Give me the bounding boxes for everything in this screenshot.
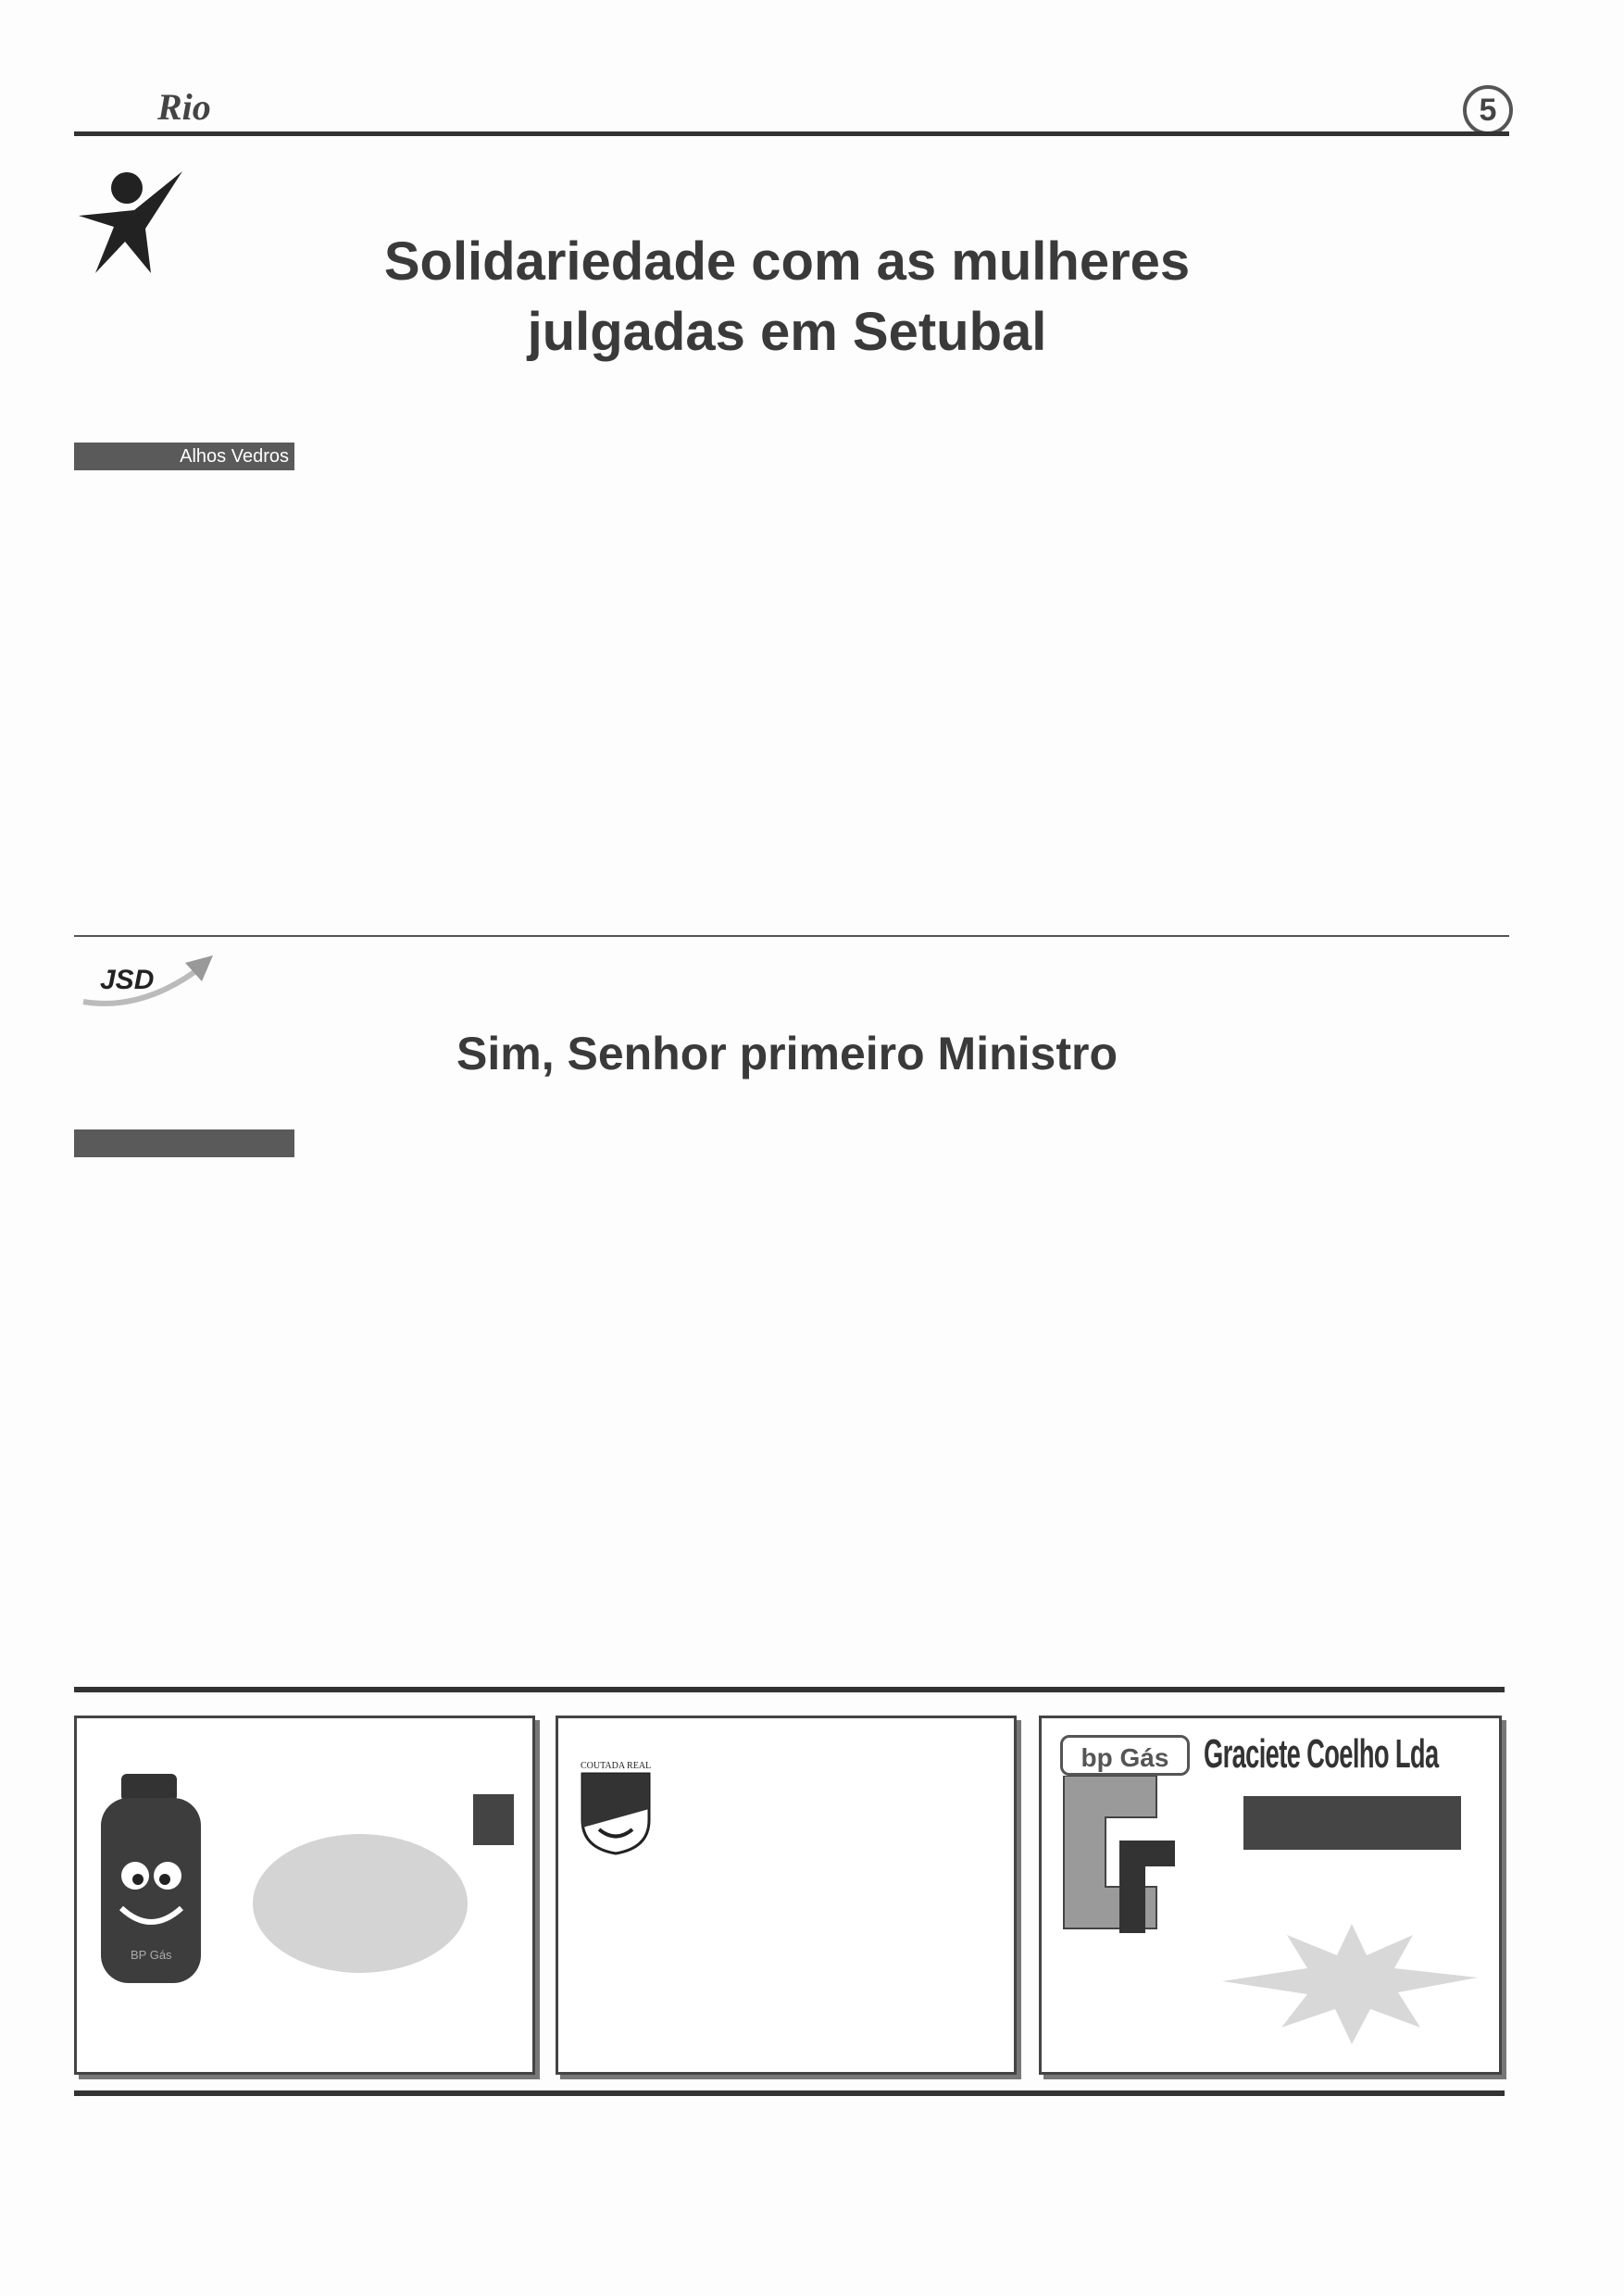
company-name: Graciete Coelho Lda	[1204, 1731, 1439, 1777]
article-title-line-2: julgadas em Setubal	[527, 302, 1047, 362]
ad-graciete-coelho	[1039, 1716, 1502, 2075]
ad-coutada-real	[556, 1716, 1017, 2075]
deer-crest-icon	[579, 1755, 653, 1857]
cylinder-brand-text: BP Gás	[131, 1948, 172, 1962]
ads-top-rule	[74, 1687, 1505, 1692]
article-title-line-1: Solidariedade com as mulheres	[383, 231, 1191, 292]
ad-gas-cylinder	[74, 1716, 535, 2075]
ad-oval-panel	[253, 1834, 468, 1973]
ad-dark-banner	[1243, 1796, 1461, 1850]
location-tag: Alhos Vedros	[74, 443, 294, 470]
jsd-logo	[74, 954, 222, 1009]
header-rule	[74, 131, 1509, 136]
article-2-title: Sim, Senhor primeiro Ministro	[456, 1028, 1118, 1079]
page-number: 5	[1463, 85, 1513, 135]
cc-monogram-icon	[1055, 1776, 1193, 1933]
ad-dark-block	[473, 1794, 514, 1845]
star-person-icon	[79, 162, 185, 273]
gas-cylinder-icon	[94, 1774, 209, 1996]
section-divider	[74, 935, 1509, 937]
article-title	[333, 227, 1241, 368]
ads-bottom-rule	[74, 2090, 1505, 2096]
jsd-logo-text: JSD	[100, 965, 155, 995]
author-tag	[74, 1129, 294, 1157]
starburst-icon	[1222, 1924, 1481, 2044]
bp-gas-label: bp Gás	[1060, 1735, 1190, 1776]
masthead: Rio	[157, 86, 211, 128]
crest-title: COUTADA REAL	[581, 1761, 652, 1771]
